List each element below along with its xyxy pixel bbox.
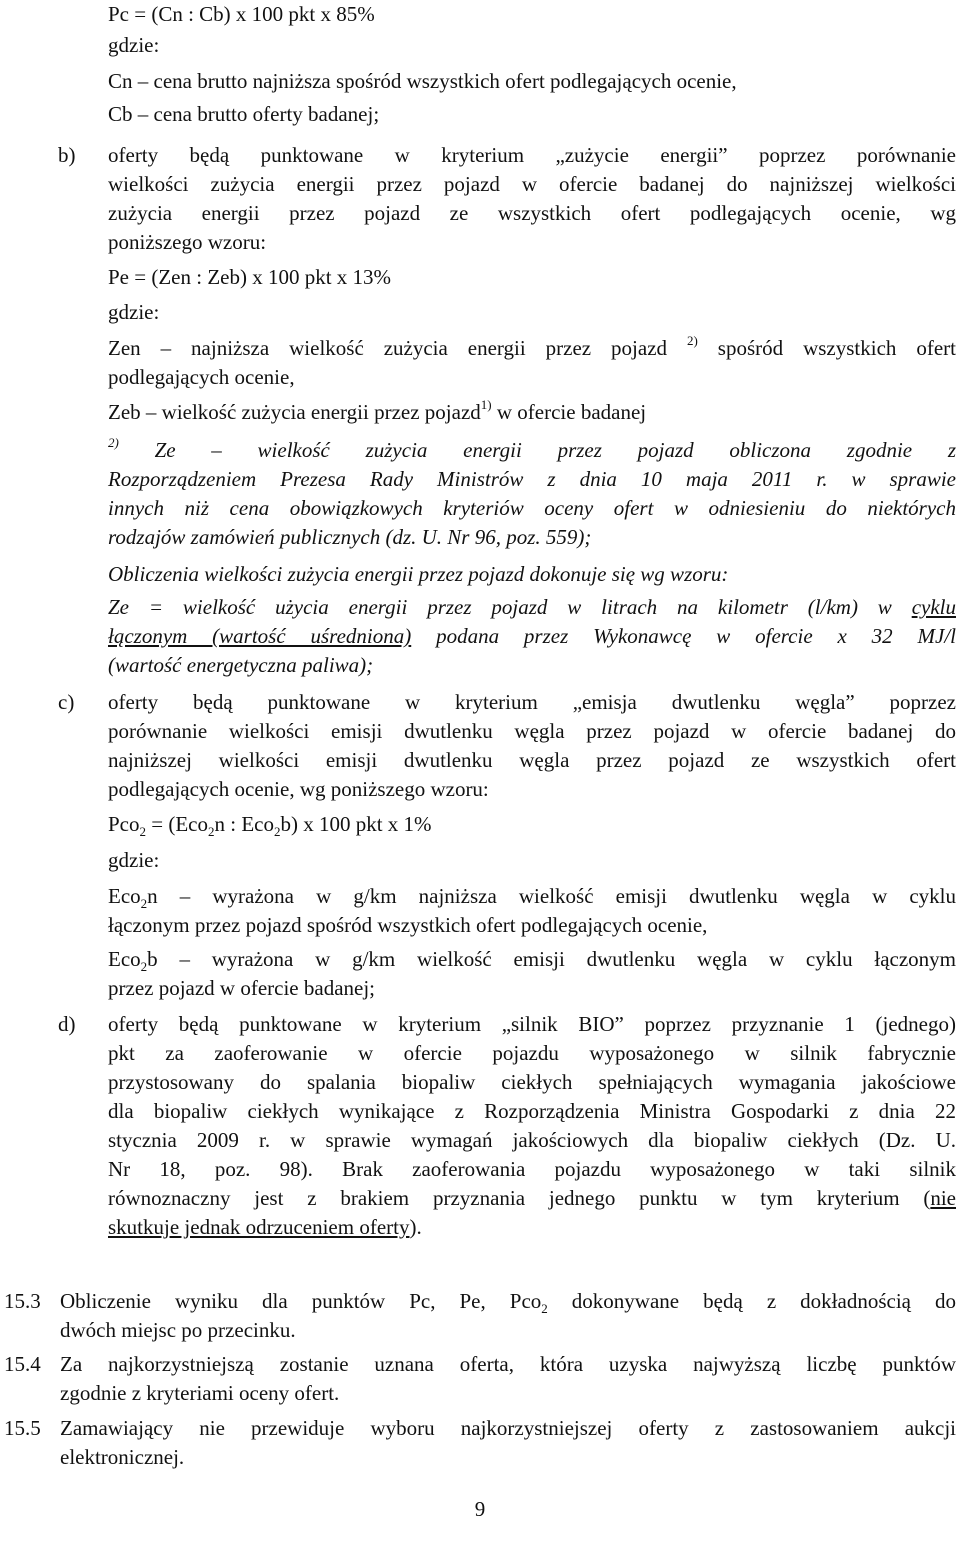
item-b-gdzie: gdzie: [108, 300, 160, 324]
cn-definition: Cn – cena brutto najniższa spośród wszystkich ofert podlegających ocenie, [108, 69, 737, 93]
item-b-line-1: oferty będą punktowane w kryterium „zużycie energii” poprzez porównanie [108, 143, 956, 167]
cb-definition: Cb – cena brutto oferty badanej; [108, 102, 380, 126]
item-d-marker: d) [58, 1012, 76, 1036]
section-15-3-text: Obliczenie wyniku dla punktów Pc, Pe, Pco$_2$ dokonywane będą z dokładnością do dwóch miejsc po przecinku. [60, 1289, 956, 1342]
eco2b-definition: Eco$_2$b – wyrażona w g/km wielkość emisji dwutlenku węgla w cyklu łączonym przez pojazd w ofercie badanej; [108, 947, 956, 1000]
item-c-gdzie: gdzie: [108, 848, 160, 872]
pe-formula: Pe = (Zen : Zeb) x 100 pkt x 13% [108, 265, 392, 289]
calculation-intro: Obliczenia wielkości zużycia energii przez pojazd dokonuje się wg wzoru: [108, 562, 729, 586]
section-15-3-number: 15.3 [4, 1289, 41, 1313]
gdzie-label: gdzie: [108, 33, 160, 57]
pc-formula: Pc = (Cn : Cb) x 100 pkt x 85% [108, 2, 375, 26]
item-c-marker: c) [58, 690, 75, 714]
pco2-formula: Pco$_2$ = (Eco$_2$n : Eco$_2$b) x 100 pkt x 1% [108, 812, 432, 840]
section-15-4-number: 15.4 [4, 1352, 41, 1376]
eco2n-definition: Eco$_2$n – wyrażona w g/km najniższa wielkość emisji dwutlenku węgla w cyklu łączonym przez pojazd spośród wszystkich ofert podlegających ocenie, [108, 884, 956, 937]
section-15-4-text: Za najkorzystniejszą zostanie uznana oferta, która uzyska najwyższą liczbę punktów zgodnie z kryteriami oceny ofert. [60, 1352, 956, 1405]
item-b-line-2: wielkości zużycia energii przez pojazd w ofercie badanej do najniższej wielkości [108, 172, 956, 196]
item-b-paragraph [108, 141, 956, 257]
footnote-ze: $^{2)}$ Ze – wielkość zużycia energii przez pojazd obliczona zgodnie z Rozporządzeniem Prezesa Rady Ministrów z dnia 10 maja 2011 r. w sprawie innych niż cena obowiązkowych kryteriów oceny ofert w odniesieniu do niektórych rodzajów zamówień publicznych (dz. U. Nr 96, poz. 559); [108, 435, 957, 549]
zeb-definition: Zeb – wielkość zużycia energii przez pojazd$^{1)}$ w ofercie badanej [108, 397, 647, 424]
item-d-paragraph: oferty będą punktowane w kryterium „silnik BIO” poprzez przyznanie 1 (jednego) pkt za zaoferowanie w ofercie pojazdu wyposażonego w silnik fabrycznie przystosowany do spalania biopaliw ciekłych spełniających wymagania jakościowe dla biopaliw ciekłych wynikające z Rozporządzenia Ministra Gospodarki z dnia 22 stycznia 2009 r. w sprawie wymagań jakościowych dla biopaliw ciekłych (Dz. U. Nr 18, poz. 98). Brak zaoferowania pojazdu wyposażonego w taki silnik równoznaczny jest z brakiem przyznania jednego punktu w tym kryterium (nie skutkuje jednak odrzuceniem oferty). [108, 1012, 956, 1239]
item-b-marker: b) [58, 143, 76, 167]
section-15-5-number: 15.5 [4, 1416, 41, 1440]
item-c-paragraph: oferty będą punktowane w kryterium „emisja dwutlenku węgla” poprzez porównanie wielkości emisji dwutlenku węgla przez pojazd w ofercie badanej do najniższej wielkości emisji dwutlenku węgla przez pojazd ze wszystkich ofert podlegających ocenie, wg poniższego wzoru: [108, 690, 956, 801]
zen-definition: Zen – najniższa wielkość zużycia energii przez pojazd $^{2)}$ spośród wszystkich ofert podlegających ocenie, [108, 333, 956, 389]
ze-formula: Ze = wielkość użycia energii przez pojazd w litrach na kilometr (l/km) w cyklu łączonym (wartość uśredniona) podana przez Wykonawcę w ofercie x 32 MJ/l (wartość energetyczna paliwa); [108, 595, 956, 677]
page-number: 9 [474, 1497, 486, 1521]
item-b-line-3: zużycia energii przez pojazd ze wszystkich ofert podlegających ocenie, wg [108, 201, 956, 225]
section-15-5-text: Zamawiający nie przewiduje wyboru najkorzystniejszej oferty z zastosowaniem aukcji elektronicznej. [60, 1416, 956, 1469]
item-b-line-4: poniższego wzoru: [108, 230, 267, 254]
